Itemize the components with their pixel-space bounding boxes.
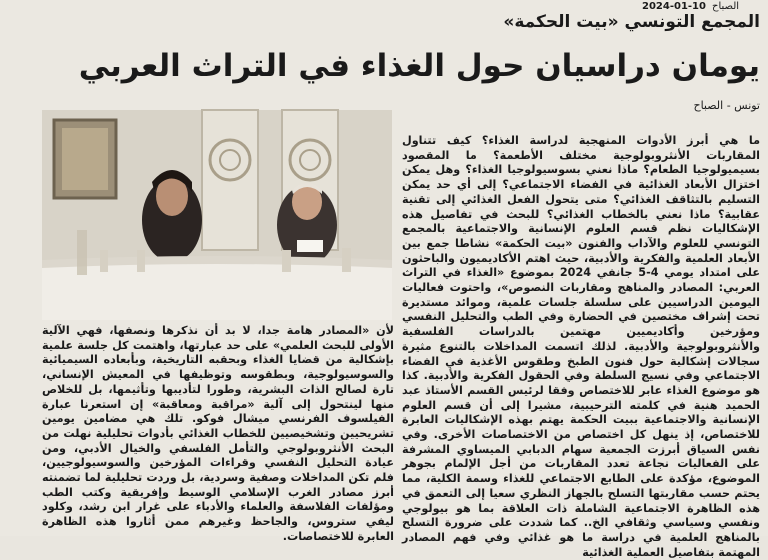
article-kicker: المجمع التونسي «بيت الحكمة»	[503, 12, 760, 32]
conference-photo	[42, 110, 392, 320]
left-column-text: لأن «المصادر هامة جدا، لا بد أن نذكرها ونصفها، فهي الآلية الأولى للبحث العلمي» على حد عبارتها، واهتمت كل جلسة علمية بإشكالية من قضايا الغذاء وبحقبه التاريخية، وبأبعاده السيميائية والسوسيولوجية، وبطقوسه وتوظيفها في المعيش الإنساني، تارة لصالح الذات البشرية، وطورا لتأديبها وتأثيمها، بل للخلاص منها لينتحول إلى آلية «مراقبة ومعاقبة» إن استعرنا عبارة الفيلسوف الفرنسي ميشال فوكو. تلك هي مضامين يومين تشريحيين وتشخيصيين للخطاب الغذائي بأدوات تحليلية نهلت من البحث الأنثروبولوجي والتأمل الفلسفي والخيال الأدبي، ومن عيادة التحليل النفسي وقراءات المؤرخين والسوسيولوجيين، فلم تكن المداخلات وصفية وسردية، بل وردت تحليلية لما تضمنته أبرز مصادر الغرب الإسلامي الوسيط وإفريقية وكتب الطب ومؤلفات الفلاسفة والعلماء والأدباء على غرار ابن رشد، وكلود ليفي ستروس، والجاحظ وغيرهم ممن أثاروا هذه الظاهرة العابرة للاختصاصات.	[42, 324, 394, 543]
article-headline: يومان دراسيان حول الغذاء في التراث العربي	[78, 48, 760, 84]
right-column-text: ما هي أبرز الأدوات المنهجية لدراسة الغذاء؟ كيف تتناول المقاربات الأنثروبولوجية مختلف الأطعمة؟ ما المقصود بسيميولوجيا الطعام؟ ماذا نعني بسوسيولوجيا الغذاء؟ وهل يمكن اختزال الأبعاد الغذائية في الفضاء الاجتماعي؟ إلى أي حد يمكن التسليم بالتثاقف الغذائي؟ متى يتحول الفعل الغذائي إلى تقنية عقابية؟ ماذا نعني بالخطاب الغذائي؟ للبحث في تفاصيل هذه الإشكاليات نظم قسم العلوم الإنسانية والاجتماعية بالمجمع التونسي للعلوم والآداب والفنون «بيت الحكمة» نشاطا جمع بين الأبعاد العلمية والفكرية والأدبية، حيث اهتم الأكاديميون والباحثون على امتداد يومي 4-5 جانفي 2024 بموضوع «الغذاء في التراث العربي: المصادر والمناهج ومقاربات النصوص»، واحتوت فعاليات اليومين الدراسيين على سلسلة جلسات علمية، وموائد مستديرة تحت إشراف مختصين في الحضارة وفي الطب والتحليل النفسي ومؤرخين وأكاديميين مهتمين بالدراسات الفلسفية والأنثروبولوجية والأدبية. لذلك اتسمت المداخلات بالتنوع مثيرة سجالات إشكالية حول فنون الطبخ وطقوس الأغذية في الفضاء الاجتماعي وفي نسيج السلطة وفي الحقول الفكرية والأدبية. كذا هو موضوع الغذاء عابر للاختصاص وفقا لرئيس القسم الأستاذ عبد الحميد هنية في كلمته الترحيبية، مشيرا إلى أن قسم العلوم الإنسانية والاجتماعية ببيت الحكمة يهتم بهذه الإشكاليات العابرة للاختصاص، إذ ينهل كل اختصاص من الاختصاصات الأخرى. وفي نفس السياق أبرزت الجمعية سهام الدبابي الميساوي المشرفة على الفعاليات نجاعة تعدد المقاربات من أجل الإلمام بجوهر الموضوع، مؤكدة على الطابع الاجتماعي للغذاء وسمة الكلية، مما يحتم حسب مقاربتها التسلح بالجهاز النظري سعيا إلى التعمق في هذه الظاهرة الاجتماعية الشاملة ذات العلاقة بما هو بيولوجي ونفسي وسياسي وثقافي الخ.. كما شددت على ضرورة التسلح بالمناهج العلمية في دراسة ما هو غذائي وفي فهم المصادر المهتمة بتفاصيل العملية الغذائية	[402, 134, 761, 559]
issue-date: 2024-01-10	[642, 1, 706, 12]
article-body-right-column	[402, 134, 761, 559]
article-byline: تونس - الصباح	[693, 99, 760, 112]
newspaper-name: الصباح	[712, 1, 740, 12]
conference-photo-icon	[42, 110, 392, 320]
article-body-left-column	[42, 324, 394, 543]
